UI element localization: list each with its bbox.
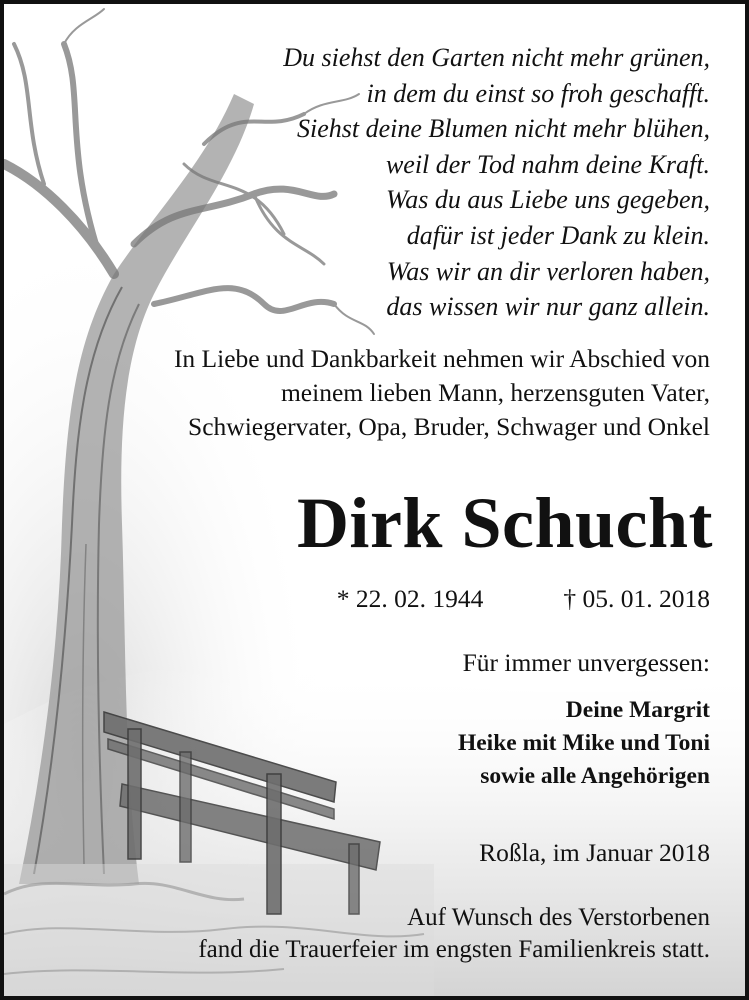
life-dates [337,582,710,616]
farewell-intro [174,342,710,444]
poem-line: Was wir an dir verloren haben, [386,256,710,286]
mourner: Heike mit Mike und Toni [457,730,710,756]
mourner: Deine Margrit [565,697,710,723]
poem-line: das wissen wir nur ganz allein. [386,292,710,322]
mourner: sowie alle Angehörigen [480,763,710,789]
poem-line: Du siehst den Garten nicht mehr grünen, [283,43,710,72]
closing-line: Auf Wunsch des Verstorbenen [407,904,710,931]
mourners-list [458,694,710,793]
poem-line: weil der Tod nahm deine Kraft. [385,149,710,179]
closing-note [198,902,710,966]
death-date: † 05. 01. 2018 [563,584,710,613]
notice-text [0,4,745,1000]
poem-line: Was du aus Liebe uns gegeben, [385,185,710,215]
deceased-name: Dirk Schucht [296,483,713,563]
memorial-poem [283,40,710,325]
birth-date: * 22. 02. 1944 [336,584,484,613]
remembrance-line: Für immer unvergessen: [462,648,710,677]
intro-line: meinem lieben Mann, herzensguten Vater, [280,378,710,407]
place-and-date: Roßla, im Januar 2018 [479,838,710,867]
poem-line: in dem du einst so froh geschafft. [366,78,710,108]
intro-line: In Liebe und Dankbarkeit nehmen wir Abschied von [173,344,710,373]
poem-line: Siehst deine Blumen nicht mehr blühen, [296,114,710,144]
intro-line: Schwiegervater, Opa, Bruder, Schwager und Onkel [188,412,710,441]
poem-line: dafür ist jeder Dank zu klein. [406,220,710,250]
closing-line: fand die Trauerfeier im engsten Familienkreis statt. [198,936,710,963]
